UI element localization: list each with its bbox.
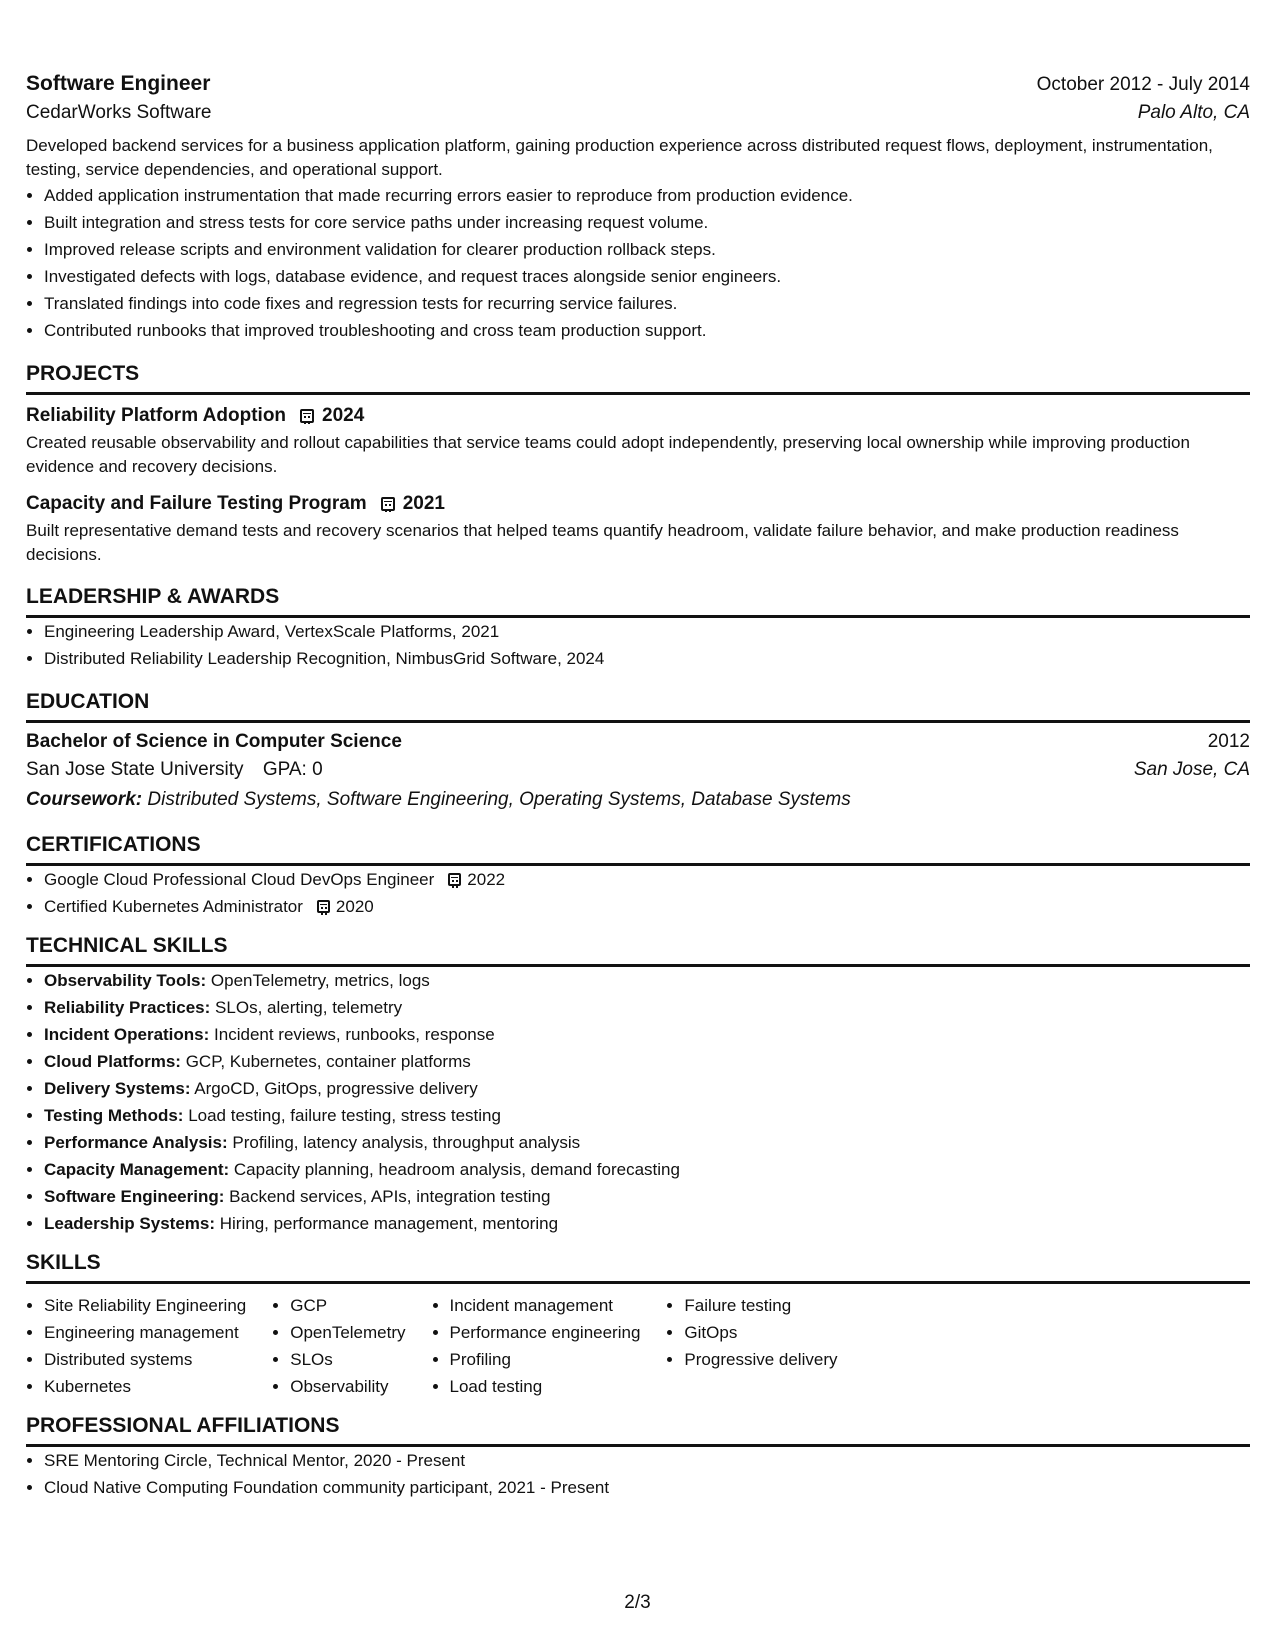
skill-category: Capacity Management: [44, 1160, 230, 1179]
skill-category: Delivery Systems: [44, 1079, 191, 1098]
affiliation-item: • Cloud Native Computing Foundation community participant, 2021 - Present [44, 1474, 1250, 1501]
technical-skills-heading: TECHNICAL SKILLS [26, 934, 1250, 967]
skills-column [432, 1292, 641, 1400]
project-description: Created reusable observability and rollout capabilities that service teams could adopt independently, preserving local ownership while improving production evidence and recovery decisions. [26, 433, 1190, 476]
leadership-heading: LEADERSHIP & AWARDS [26, 585, 1250, 618]
skill-item: • Incident management [450, 1292, 641, 1319]
job-bullet: • Improved release scripts and environment validation for clearer production rollback steps. [44, 236, 1250, 263]
affiliation-item: • SRE Mentoring Circle, Technical Mentor, 2020 - Present [44, 1447, 1250, 1474]
skill-values: Backend services, APIs, integration testing [229, 1187, 551, 1206]
skill-item: • GCP [290, 1292, 405, 1319]
gpa: GPA: 0 [262, 759, 323, 780]
project-name: Capacity and Failure Testing Program [26, 493, 367, 514]
skill-category: Leadership Systems: [44, 1214, 216, 1233]
affiliations-list [26, 1447, 1250, 1501]
project-entry [26, 405, 1250, 479]
project-year: 2024 [322, 405, 365, 426]
certification-year: 2020 [335, 897, 374, 916]
job-bullet: • Translated findings into code fixes and regression tests for recurring service failures. [44, 290, 1250, 317]
skills-column [272, 1292, 405, 1400]
degree: Bachelor of Science in Computer Science [26, 731, 402, 752]
skill-item: • Failure testing [684, 1292, 837, 1319]
leadership-item: • Distributed Reliability Leadership Recognition, NimbusGrid Software, 2024 [44, 645, 1250, 672]
skill-item: • Observability [290, 1373, 405, 1400]
skills-grid [26, 1292, 1250, 1400]
page-number: 2/3 [624, 1592, 651, 1613]
job-bullet: • Investigated defects with logs, database evidence, and request traces alongside senior engineers. [44, 263, 1250, 290]
skill-category: Software Engineering: [44, 1187, 225, 1206]
certification-year: 2022 [467, 870, 506, 889]
skill-item: • OpenTelemetry [290, 1319, 405, 1346]
skill-item: • Engineering management [44, 1319, 246, 1346]
skill-values: OpenTelemetry, metrics, logs [210, 971, 430, 990]
technical-skills-list [26, 967, 1250, 1237]
graduation-year: 2012 [1207, 731, 1250, 752]
skills-column [26, 1292, 246, 1400]
calendar-icon [381, 497, 395, 511]
certification-item [44, 893, 1250, 920]
skill-values: Load testing, failure testing, stress testing [188, 1106, 501, 1125]
skill-values: Incident reviews, runbooks, response [214, 1025, 495, 1044]
technical-skill-item [44, 1102, 1250, 1129]
certification-name: • Google Cloud Professional Cloud DevOps Engineer [44, 870, 435, 889]
skill-item: • SLOs [290, 1346, 405, 1373]
calendar-icon [448, 873, 461, 886]
skill-item: • Kubernetes [44, 1373, 246, 1400]
coursework [26, 789, 1250, 811]
skill-category: Observability Tools: [44, 971, 207, 990]
certification-item [44, 866, 1250, 893]
job-location: Palo Alto, CA [1137, 102, 1250, 123]
technical-skill-item [44, 1210, 1250, 1237]
technical-skill-item [44, 1048, 1250, 1075]
job-bullets [26, 182, 1250, 344]
skill-item: • Profiling [450, 1346, 641, 1373]
technical-skill-item [44, 967, 1250, 994]
calendar-icon [317, 900, 330, 913]
project-year: 2021 [402, 493, 445, 514]
coursework-list: Distributed Systems, Software Engineering, Operating Systems, Database Systems [147, 789, 851, 810]
experience-entry [26, 72, 1250, 344]
skill-item: • Progressive delivery [684, 1346, 837, 1373]
technical-skill-item [44, 1156, 1250, 1183]
skill-item: • GitOps [684, 1319, 837, 1346]
skill-category: Incident Operations: [44, 1025, 210, 1044]
skill-item: • Distributed systems [44, 1346, 246, 1373]
school-location: San Jose, CA [1133, 759, 1250, 780]
skill-category: Reliability Practices: [44, 998, 211, 1017]
certifications-list [26, 866, 1250, 920]
job-bullet: • Built integration and stress tests for core service paths under increasing request volume. [44, 209, 1250, 236]
job-summary: Developed backend services for a business application platform, gaining production experience across distributed request flows, deployment, instrumentation, testing, service dependencies, and operational support. [26, 136, 1213, 179]
technical-skill-item [44, 1021, 1250, 1048]
skill-category: Testing Methods: [44, 1106, 184, 1125]
skill-item: • Load testing [450, 1373, 641, 1400]
skill-category: Cloud Platforms: [44, 1052, 181, 1071]
school-name: San Jose State University [26, 759, 244, 780]
technical-skill-item [44, 994, 1250, 1021]
resume-page [26, 72, 1250, 1501]
job-bullet: • Contributed runbooks that improved troubleshooting and cross team production support. [44, 317, 1250, 344]
job-dates: October 2012 - July 2014 [1036, 74, 1250, 95]
skill-category: Performance Analysis: [44, 1133, 228, 1152]
certifications-heading: CERTIFICATIONS [26, 833, 1250, 866]
skills-heading: SKILLS [26, 1251, 1250, 1284]
technical-skill-item [44, 1129, 1250, 1156]
skill-values: Hiring, performance management, mentoring [219, 1214, 559, 1233]
project-entry [26, 493, 1250, 567]
technical-skill-item [44, 1183, 1250, 1210]
skill-values: SLOs, alerting, telemetry [215, 998, 403, 1017]
skill-values: GCP, Kubernetes, container platforms [185, 1052, 471, 1071]
coursework-label: Coursework: [26, 789, 143, 810]
education-heading: EDUCATION [26, 690, 1250, 723]
projects-heading: PROJECTS [26, 362, 1250, 395]
skill-values: ArgoCD, GitOps, progressive delivery [194, 1079, 478, 1098]
leadership-list [26, 618, 1250, 672]
project-description: Built representative demand tests and recovery scenarios that helped teams quantify headroom, validate failure behavior, and make production readiness decisions. [26, 521, 1179, 564]
certification-name: • Certified Kubernetes Administrator [44, 897, 303, 916]
skill-item: • Site Reliability Engineering [44, 1292, 246, 1319]
calendar-icon [300, 409, 314, 423]
job-title: Software Engineer [26, 72, 211, 95]
job-bullet: • Added application instrumentation that made recurring errors easier to reproduce from production evidence. [44, 182, 1250, 209]
skill-values: Capacity planning, headroom analysis, demand forecasting [233, 1160, 680, 1179]
leadership-item: • Engineering Leadership Award, VertexScale Platforms, 2021 [44, 618, 1250, 645]
skill-item: • Performance engineering [450, 1319, 641, 1346]
company-name: CedarWorks Software [26, 102, 212, 123]
skill-values: Profiling, latency analysis, throughput analysis [232, 1133, 581, 1152]
affiliations-heading: PROFESSIONAL AFFILIATIONS [26, 1414, 1250, 1447]
skills-column [666, 1292, 837, 1400]
technical-skill-item [44, 1075, 1250, 1102]
project-name: Reliability Platform Adoption [26, 405, 287, 426]
